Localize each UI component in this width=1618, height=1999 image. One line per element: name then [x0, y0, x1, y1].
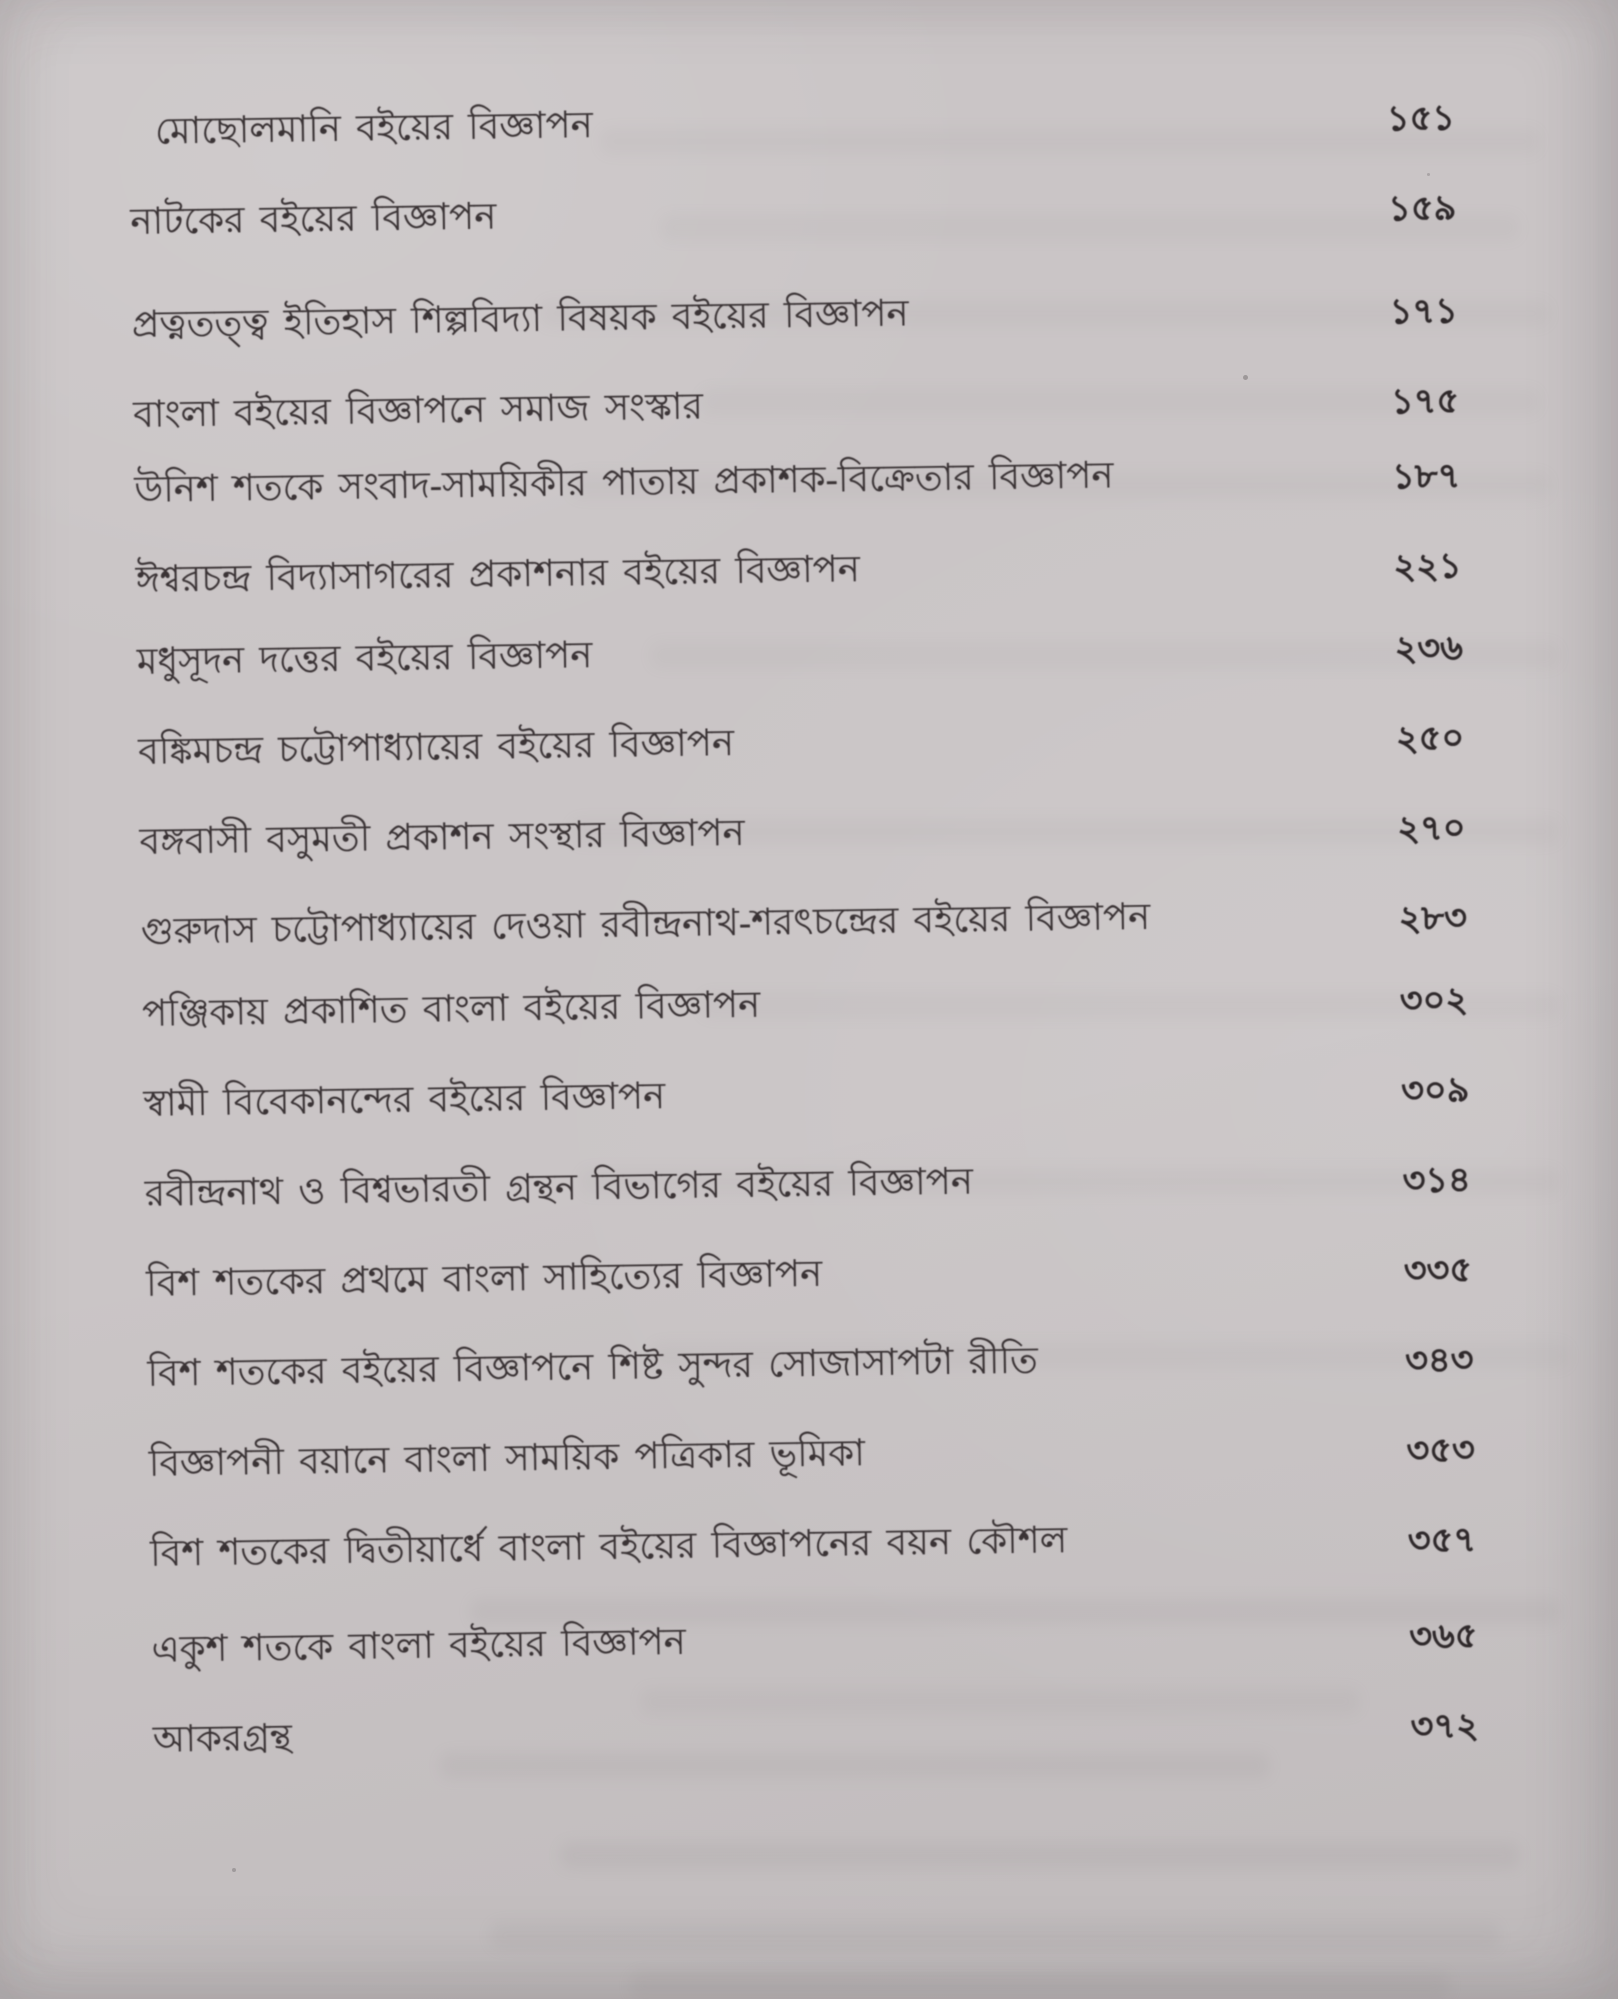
bleed-through-ghost-line [560, 1842, 1520, 1869]
toc-entry-title: স্বামী বিবেকানন্দের বইয়ের বিজ্ঞাপন [143, 1076, 666, 1125]
toc-entry-title: আকরগ্রন্থ [152, 1717, 293, 1761]
toc-entry [150, 1512, 1477, 1622]
paper-speck [232, 1868, 236, 1872]
toc-entry-page-number: ২৩৬ [1394, 628, 1464, 669]
toc-entry-title: প্রত্নতত্ত্ব ইতিহাস শিল্পবিদ্যা বিষয়ক বইয়ের বিজ্ঞাপন [131, 293, 909, 346]
toc-entry-title: বিশ শতকের বইয়ের বিজ্ঞাপনে শিষ্ট সুন্দর সোজাসাপটা রীতি [147, 1340, 1039, 1395]
toc-entry-page-number: ৩৫৭ [1407, 1520, 1477, 1561]
toc-entry-page-number: ৩০৯ [1400, 1070, 1470, 1111]
toc-entry-page-number: ১৭১ [1389, 291, 1459, 332]
toc-entry-title: একুশ শতকে বাংলা বইয়ের বিজ্ঞাপন [151, 1621, 687, 1671]
toc-entry-page-number: ৩৩৫ [1403, 1250, 1473, 1291]
toc-entry-page-number: ১৭৫ [1390, 381, 1460, 422]
toc-entry-page-number: ৩৫৩ [1406, 1430, 1476, 1471]
toc-entry-page-number: ৩১৪ [1402, 1160, 1472, 1201]
toc-entry-title: মধুসূদন দত্তের বইয়ের বিজ্ঞাপন [136, 635, 593, 683]
toc-entry-title: বিশ শতকের দ্বিতীয়ার্ধে বাংলা বইয়ের বিজ্ঞাপনের বয়ন কৌশল [149, 1520, 1068, 1575]
toc-entry-page-number: ৩৭২ [1410, 1706, 1480, 1747]
toc-entry-title: বঙ্গবাসী বসুমতী প্রকাশন সংস্থার বিজ্ঞাপন [139, 812, 745, 863]
bleed-through-ghost-line [630, 1972, 1450, 1999]
toc-entry-page-number: ২২১ [1393, 546, 1462, 587]
toc-entry-title: বাংলা বইয়ের বিজ্ঞাপনে সমাজ সংস্কার [132, 386, 704, 436]
toc-entry-page-number: ১৮৭ [1391, 456, 1461, 497]
toc-entry-title: ঈশ্বরচন্দ্র বিদ্যাসাগরের প্রকাশনার বইয়ের বিজ্ঞাপন [135, 549, 861, 601]
toc-entry-page-number: ১৫১ [1386, 98, 1456, 139]
toc-entry [130, 180, 1457, 290]
toc-entry-title: বিজ্ঞাপনী বয়ানে বাংলা সাময়িক পত্রিকার ভূমিকা [148, 1433, 866, 1485]
toc-entry-page-number: ৩৪৩ [1404, 1340, 1474, 1381]
toc-entry-title: পঞ্জিকায় প্রকাশিত বাংলা বইয়ের বিজ্ঞাপন [141, 984, 761, 1035]
toc-entry-title: উনিশ শতকে সংবাদ-সাময়িকীর পাতায় প্রকাশক-বিক্রেতার বিজ্ঞাপন [134, 455, 1114, 511]
toc-entry-page-number: ৩০২ [1399, 980, 1469, 1021]
toc-entry-page-number: ৩৬৫ [1408, 1616, 1478, 1657]
toc-entry-page-number: ১৫৯ [1387, 188, 1457, 229]
toc-entry-title: নাটকের বইয়ের বিজ্ঞাপন [130, 196, 497, 243]
toc-entry-title: মোছোলমানি বইয়ের বিজ্ঞাপন [154, 105, 594, 153]
toc-entry-page-number: ২৫০ [1395, 718, 1465, 759]
toc-entry-title: গুরুদাস চট্টোপাধ্যায়ের দেওয়া রবীন্দ্রনাথ-শরৎচন্দ্রের বইয়ের বিজ্ঞাপন [140, 896, 1151, 953]
toc-entry-title: রবীন্দ্রনাথ ও বিশ্বভারতী গ্রন্থন বিভাগের বইয়ের বিজ্ঞাপন [144, 1161, 974, 1215]
toc-entry-page-number: ২৭০ [1396, 808, 1466, 849]
toc-entry-title: বঙ্কিমচন্দ্র চট্টোপাধ্যায়ের বইয়ের বিজ্ঞাপন [137, 723, 735, 773]
bleed-through-ghost-line [490, 1922, 1500, 1949]
toc-entry-page-number: ২৮৩ [1398, 898, 1468, 939]
toc-entry-title: বিশ শতকের প্রথমে বাংলা সাহিত্যের বিজ্ঞাপন [145, 1253, 823, 1305]
